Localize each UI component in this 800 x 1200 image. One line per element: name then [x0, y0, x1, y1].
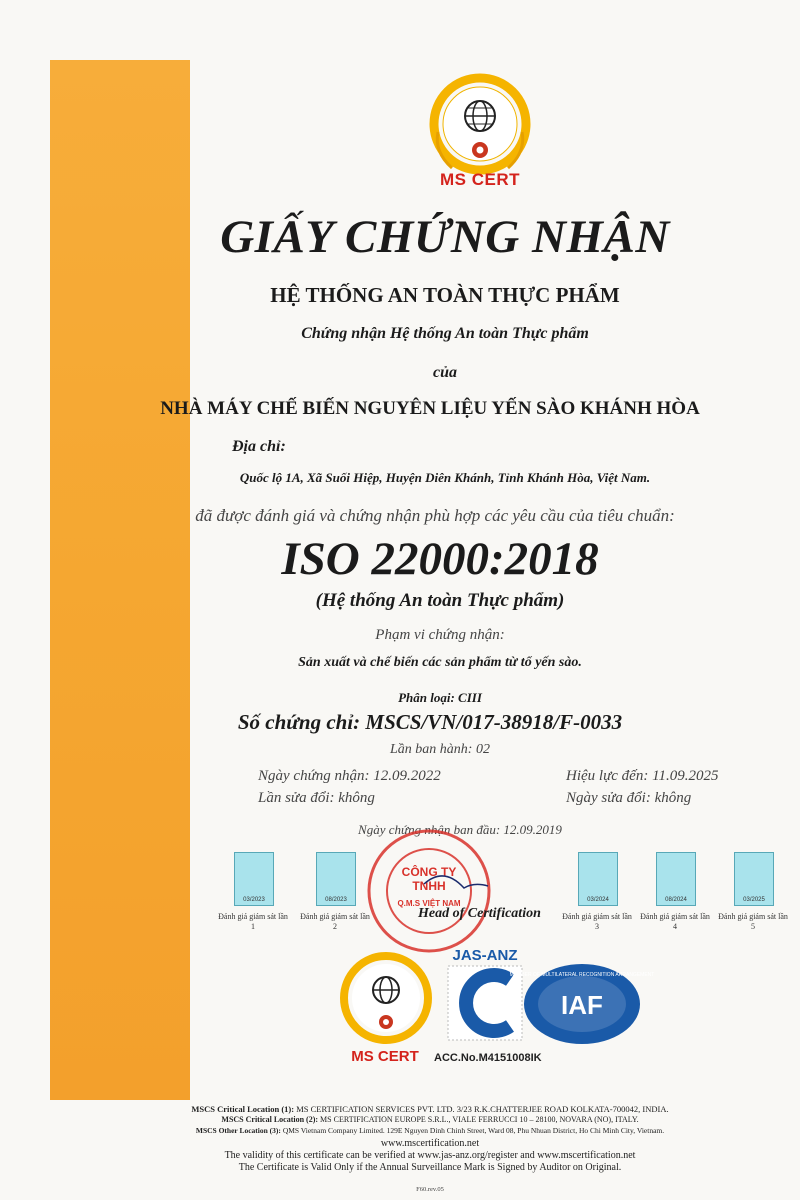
footer-valid-only: The Certificate is Valid Only if the Annual Surveillance Mark is Signed by Auditor on Original. — [238, 1162, 622, 1173]
address-label: Địa chỉ: — [232, 438, 286, 455]
surveillance-mark-box — [656, 852, 696, 906]
certificate-subtitle: HỆ THỐNG AN TOÀN THỰC PHẨM — [270, 283, 620, 307]
certificate-number: Số chứng chỉ: MSCS/VN/017-38918/F-0033 — [237, 710, 623, 734]
jas-anz-label: JAS-ANZ — [452, 947, 518, 964]
scope-text: Sản xuất và chế biến các sản phẩm từ tổ yến sào. — [298, 655, 582, 670]
iaf-label: IAF — [561, 990, 603, 1020]
footer-loc2-text: MS CERTIFICATION EUROPE S.R.L., VIALE FERRUCCI 10 – 28100, NOVARA (NO), ITALY. — [320, 1115, 639, 1124]
footer-location-1 — [0, 1104, 800, 1114]
surveillance-mark-box — [734, 852, 774, 906]
surveillance-label: Đánh giá giám sát lần 2 — [300, 912, 370, 931]
scope-label: Phạm vi chứng nhận: — [375, 627, 505, 643]
jas-anz-logo-icon — [440, 940, 530, 1050]
footer-loc1-text: MS CERTIFICATION SERVICES PVT. LTD. 3/23 R.K.CHATTERJEE ROAD KOLKATA-700042, INDIA. — [296, 1104, 669, 1114]
stamp-line-3: Q.M.S VIỆT NAM — [397, 899, 461, 908]
footer-loc3-text: QMS Vietnam Company Limited. 129E Nguyen Dinh Chinh Street, Ward 08, Phu Nhuan District, Ho Chi Minh City, Vietnam. — [282, 1126, 665, 1135]
revision-date: Ngày sửa đổi: không — [566, 790, 692, 806]
surveillance-mark-box — [234, 852, 274, 906]
of-word: của — [433, 364, 457, 381]
issue-number: Lần ban hành: 02 — [390, 742, 490, 757]
surveillance-label: Đánh giá giám sát lần 4 — [640, 912, 710, 931]
surveillance-label: Đánh giá giám sát lần 3 — [562, 912, 632, 931]
company-name: NHÀ MÁY CHẾ BIẾN NGUYÊN LIỆU YẾN SÀO KHÁNH HÒA — [160, 398, 700, 419]
surveillance-mark-box — [316, 852, 356, 906]
company-stamp-icon — [364, 826, 494, 956]
surveillance-date: 03/2024 — [587, 897, 609, 903]
surveillance-date: 03/2025 — [743, 897, 765, 903]
iaf-logo-icon — [509, 962, 655, 1046]
accreditation-number: ACC.No.M4151008IK — [434, 1052, 542, 1064]
surveillance-label: Đánh giá giám sát lần 5 — [718, 912, 788, 931]
original-cert-date: Ngày chứng nhận ban đầu: 12.09.2019 — [358, 822, 562, 837]
footer-location-3 — [0, 1126, 800, 1135]
standard-subtitle: (Hệ thống An toàn Thực phẩm) — [315, 590, 565, 611]
certification-date: Ngày chứng nhận: 12.09.2022 — [258, 768, 441, 784]
footer-loc2-label: MSCS Critical Location (2): — [221, 1115, 319, 1124]
ms-cert-logo-bottom-icon — [336, 945, 436, 1055]
standard-name: ISO 22000:2018 — [281, 533, 599, 585]
footer-website[interactable]: www.mscertification.net — [380, 1138, 480, 1149]
address-text: Quốc lộ 1A, Xã Suối Hiệp, Huyện Diên Khánh, Tỉnh Khánh Hòa, Việt Nam. — [239, 470, 651, 485]
surveillance-date: 08/2023 — [325, 897, 347, 903]
stamp-line-2: TNHH — [412, 879, 446, 893]
surveillance-date: 03/2023 — [243, 897, 265, 903]
footer-location-2 — [0, 1115, 800, 1124]
ms-cert-logo-bottom-name: MS CERT — [351, 1048, 419, 1065]
footer-validity: The validity of this certificate can be verified at www.jas-anz.org/register and www.mscertification.net — [224, 1150, 636, 1161]
evaluation-statement: đã được đánh giá và chứng nhận phù hợp các yêu cầu của tiêu chuẩn: — [195, 506, 675, 525]
certificate-title: GIẤY CHỨNG NHẬN — [220, 211, 670, 263]
surveillance-mark-box — [578, 852, 618, 906]
revision: Lần sửa đổi: không — [258, 790, 375, 806]
surveillance-label: Đánh giá giám sát lần 1 — [218, 912, 288, 931]
footer-form-code: F60.rev.05 — [416, 1186, 444, 1193]
footer-loc3-label: MSCS Other Location (3): — [195, 1126, 281, 1135]
ms-cert-logo-name: MS CERT — [440, 170, 520, 189]
stamp-line-1: CÔNG TY — [401, 865, 457, 879]
surveillance-date: 08/2024 — [665, 897, 687, 903]
iaf-ring-text: MEMBER OF MULTILATERAL RECOGNITION ARRANGEMENT — [509, 972, 655, 978]
valid-until: Hiệu lực đến: 11.09.2025 — [566, 768, 719, 784]
head-of-certification: Head of Certification — [418, 906, 541, 921]
classification: Phân loại: CIII — [398, 690, 482, 705]
certification-line: Chứng nhận Hệ thống An toàn Thực phẩm — [301, 325, 589, 342]
footer-loc1-label: MSCS Critical Location (1): — [191, 1104, 295, 1114]
